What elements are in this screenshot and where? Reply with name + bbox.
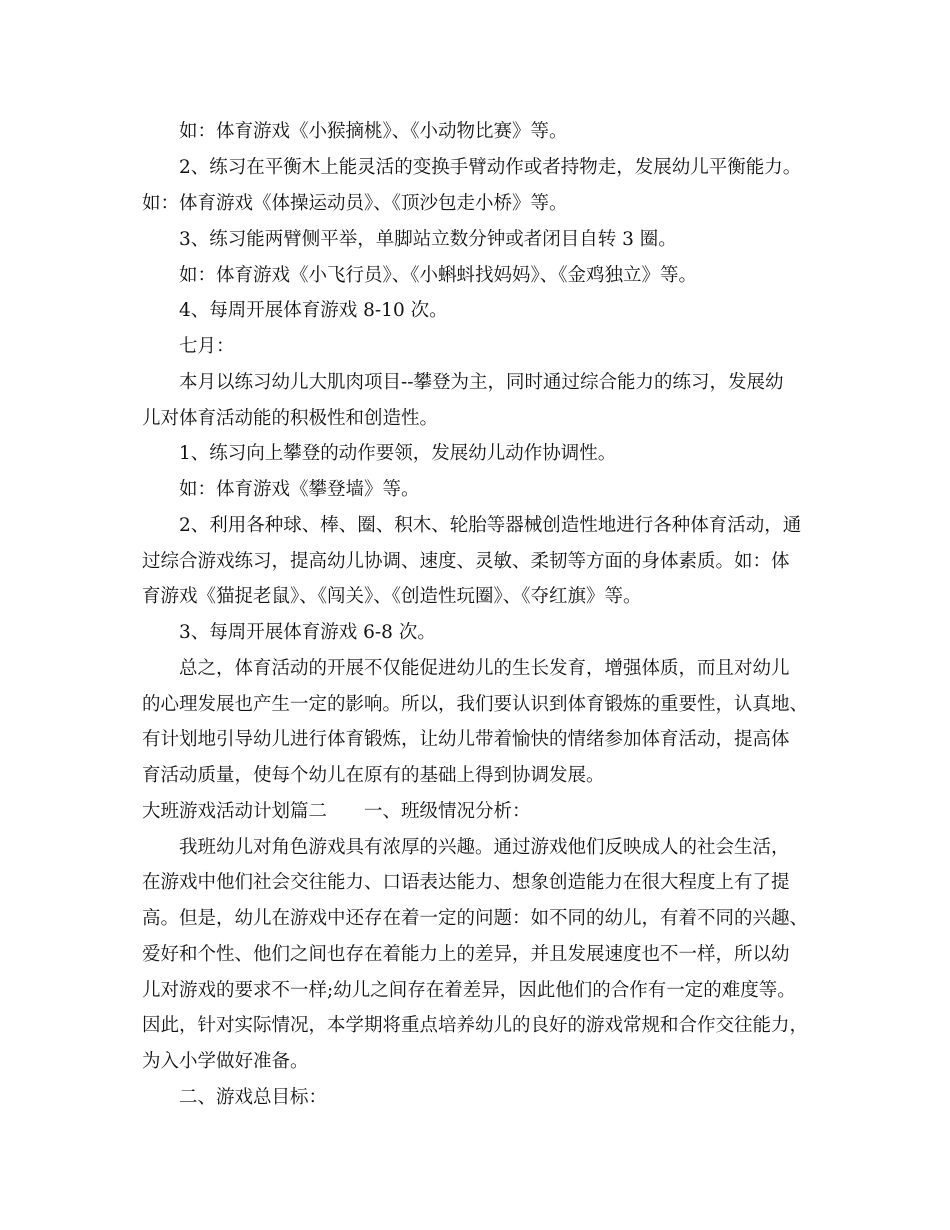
text-line: 我班幼儿对角色游戏具有浓厚的兴趣。通过游戏他们反映成人的社会生活， (179, 837, 790, 858)
text-line: 儿对游戏的要求不一样;幼儿之间存在着差异，因此他们的合作有一定的难度等。 (142, 980, 796, 1001)
text-line: 如：体育游戏《小猴摘桃》、《小动物比赛》等。 (179, 121, 568, 142)
text-line: 总之，体育活动的开展不仅能促进幼儿的生长发育，增强体质，而且对幼儿 (179, 658, 790, 679)
text-line: 如：体育游戏《体操运动员》、《顶沙包走小桥》等。 (142, 193, 568, 214)
text-line: 2、练习在平衡木上能灵活的变换手臂动作或者持物走，发展幼儿平衡能力。 (179, 157, 802, 178)
text-line: 因此，针对实际情况，本学期将重点培养幼儿的良好的游戏常规和合作交往能力， (142, 1015, 809, 1036)
section-heading: 大班游戏活动计划篇二 一、班级情况分析： (142, 801, 531, 822)
text-line: 2、利用各种球、棒、圈、积木、轮胎等器械创造性地进行各种体育活动，通 (179, 515, 802, 536)
text-line: 有计划地引导幼儿进行体育锻炼，让幼儿带着愉快的情绪参加体育活动，提高体 (142, 729, 790, 750)
text-line: 在游戏中他们社会交往能力、口语表达能力、想象创造能力在很大程度上有了提 (142, 872, 790, 893)
text-line: 育活动质量，使每个幼儿在原有的基础上得到协调发展。 (142, 765, 605, 786)
section-heading: 七月： (179, 336, 235, 357)
text-line: 3、练习能两臂侧平举，单脚站立数分钟或者闭目自转 3 圈。 (179, 229, 677, 250)
text-line: 如：体育游戏《攀登墙》等。 (179, 479, 420, 500)
text-line: 4、每周开展体育游戏 8-10 次。 (179, 300, 448, 321)
text-line: 本月以练习幼儿大肌肉项目--攀登为主，同时通过综合能力的练习，发展幼 (179, 372, 784, 393)
text-line: 1、练习向上攀登的动作要领，发展幼儿动作协调性。 (179, 443, 617, 464)
text-line: 如：体育游戏《小飞行员》、《小蝌蚪找妈妈》、《金鸡独立》等。 (179, 265, 698, 286)
text-line: 3、每周开展体育游戏 6-8 次。 (179, 622, 436, 643)
text-line: 的心理发展也产生一定的影响。所以，我们要认识到体育锻炼的重要性，认真地、 (142, 694, 809, 715)
text-line: 为入小学做好准备。 (142, 1051, 309, 1072)
text-line: 高。但是，幼儿在游戏中还存在着一定的问题：如不同的幼儿，有着不同的兴趣、 (142, 908, 809, 929)
text-line: 儿对体育活动能的积极性和创造性。 (142, 408, 439, 429)
text-line: 爱好和个性、他们之间也存在着能力上的差异，并且发展速度也不一样，所以幼 (142, 944, 790, 965)
text-line: 育游戏《猫捉老鼠》、《闯关》、《创造性玩圈》、《夺红旗》等。 (142, 586, 642, 607)
text-line: 过综合游戏练习，提高幼儿协调、速度、灵敏、柔韧等方面的身体素质。如：体 (142, 551, 790, 572)
section-heading: 二、游戏总目标： (179, 1087, 328, 1108)
